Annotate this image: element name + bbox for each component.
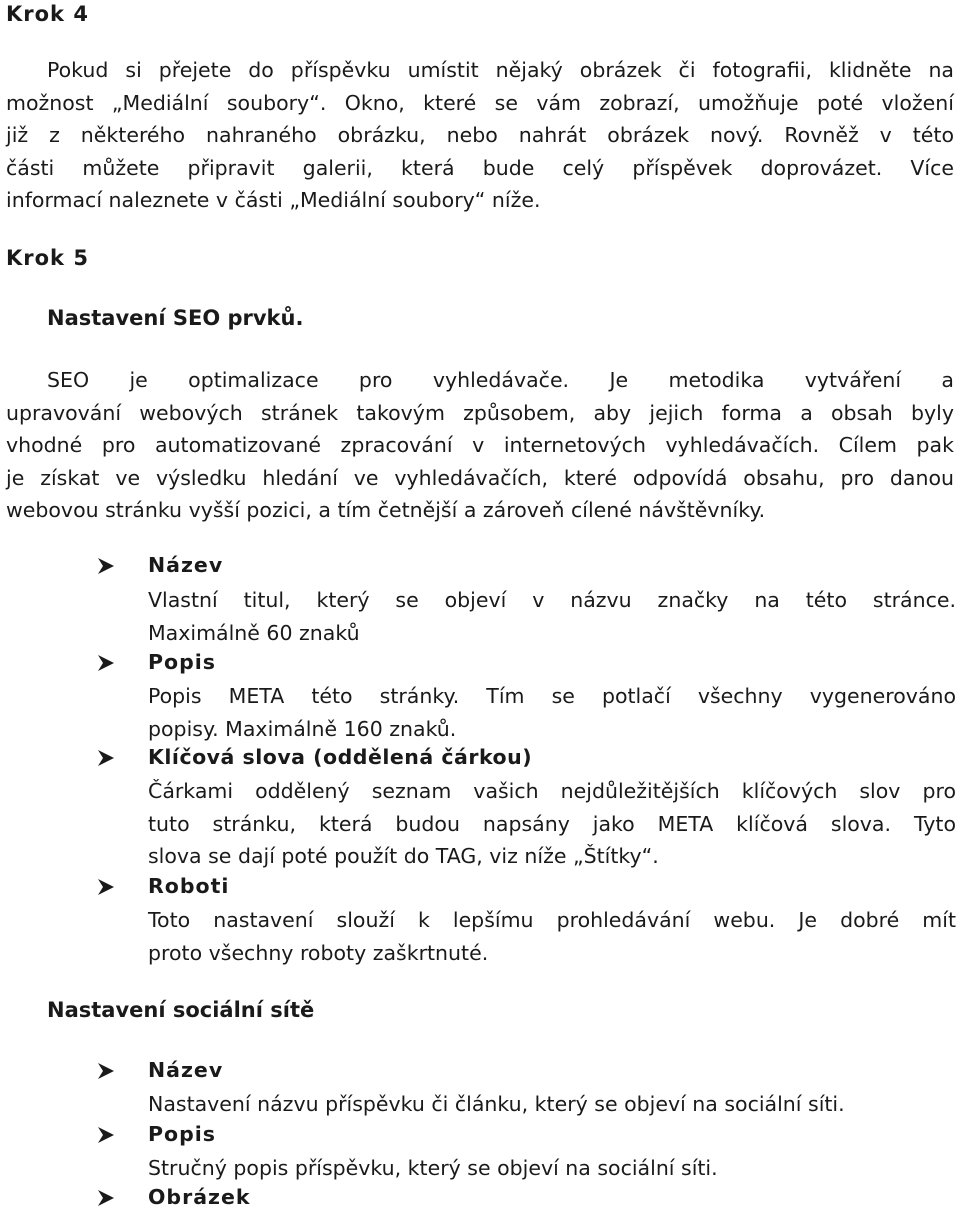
paragraph-line: části můžete připravit galerii, která bude celý příspěvek doprovázet. Více xyxy=(6,155,954,180)
bullet-line: Toto nastavení slouží k lepšímu prohledávání webu. Je dobré mít xyxy=(148,908,956,932)
bullet-line: Vlastní titul, který se objeví v názvu značky na této stránce. xyxy=(148,588,956,612)
krok5-heading: Krok 5 xyxy=(6,246,89,270)
arrow-bullet-icon xyxy=(95,652,117,674)
bullet-line: popisy. Maximálně 160 znaků. xyxy=(148,716,457,741)
bullet-body xyxy=(148,584,956,649)
arrow-bullet-icon xyxy=(95,1060,117,1082)
paragraph-line: webovou stránku vyšší pozici, a tím četnější a zároveň cílené návštěvníky. xyxy=(6,498,766,522)
paragraph-line: SEO je optimalizace pro vyhledávače. Je metodika vytváření a xyxy=(47,368,954,392)
bullet-line: Popis META této stránky. Tím se potlačí všechny vygenerováno xyxy=(148,684,956,708)
bullet-line: proto všechny roboty zaškrtnuté. xyxy=(148,940,489,965)
seo-section-title: Nastavení SEO prvků. xyxy=(47,306,304,330)
bullet-body xyxy=(148,775,956,873)
bullet-line: Maximálně 60 znaků xyxy=(148,620,360,645)
bullet-line: Nastavení názvu příspěvku či článku, který se objeví na sociální síti. xyxy=(148,1092,845,1116)
bullet-title: Název xyxy=(148,1058,224,1082)
bullet-line: Čárkami oddělený seznam vašich nejdůležitějších klíčových slov pro xyxy=(148,779,956,803)
bullet-title: Roboti xyxy=(148,874,230,898)
seo-paragraph xyxy=(6,364,954,527)
bullet-line: slova se dají poté použít do TAG, viz níže „Štítky“. xyxy=(148,844,659,868)
bullet-body xyxy=(148,1088,956,1121)
bullet-body xyxy=(148,680,956,745)
bullet-line: tuto stránku, která budou napsány jako META klíčová slova. Tyto xyxy=(148,811,956,836)
arrow-bullet-icon xyxy=(95,747,117,769)
bullet-title: Obrázek xyxy=(148,1185,251,1209)
bullet-title: Popis xyxy=(148,1122,217,1146)
bullet-body xyxy=(148,1152,956,1185)
bullet-body xyxy=(148,904,956,969)
arrow-bullet-icon xyxy=(95,555,117,577)
krok4-heading: Krok 4 xyxy=(6,2,89,26)
bullet-line: Stručný popis příspěvku, který se objeví na sociální síti. xyxy=(148,1156,718,1180)
paragraph-line: již z některého nahraného obrázku, nebo nahrát obrázek nový. Rovněž v této xyxy=(6,123,954,147)
arrow-bullet-icon xyxy=(95,876,117,898)
paragraph-line: je získat ve výsledku hledání ve vyhledávačích, které odpovídá obsahu, pro danou xyxy=(6,465,954,490)
social-section-title: Nastavení sociální sítě xyxy=(47,998,315,1022)
paragraph-line: vhodné pro automatizované zpracování v internetových vyhledávačích. Cílem pak xyxy=(6,433,954,457)
arrow-bullet-icon xyxy=(95,1124,117,1146)
krok4-paragraph xyxy=(6,54,954,217)
paragraph-line: upravování webových stránek takovým způsobem, aby jejich forma a obsah byly xyxy=(6,400,954,425)
paragraph-line: Pokud si přejete do příspěvku umístit nějaký obrázek či fotografii, klidněte na xyxy=(47,58,954,82)
bullet-title: Popis xyxy=(148,650,217,674)
bullet-title: Název xyxy=(148,553,224,577)
arrow-bullet-icon xyxy=(95,1187,117,1209)
bullet-title: Klíčová slova (oddělená čárkou) xyxy=(148,745,533,769)
paragraph-line: informací naleznete v části „Mediální soubory“ níže. xyxy=(6,188,541,212)
paragraph-line: možnost „Mediální soubory“. Okno, které se vám zobrazí, umožňuje poté vložení xyxy=(6,90,954,115)
